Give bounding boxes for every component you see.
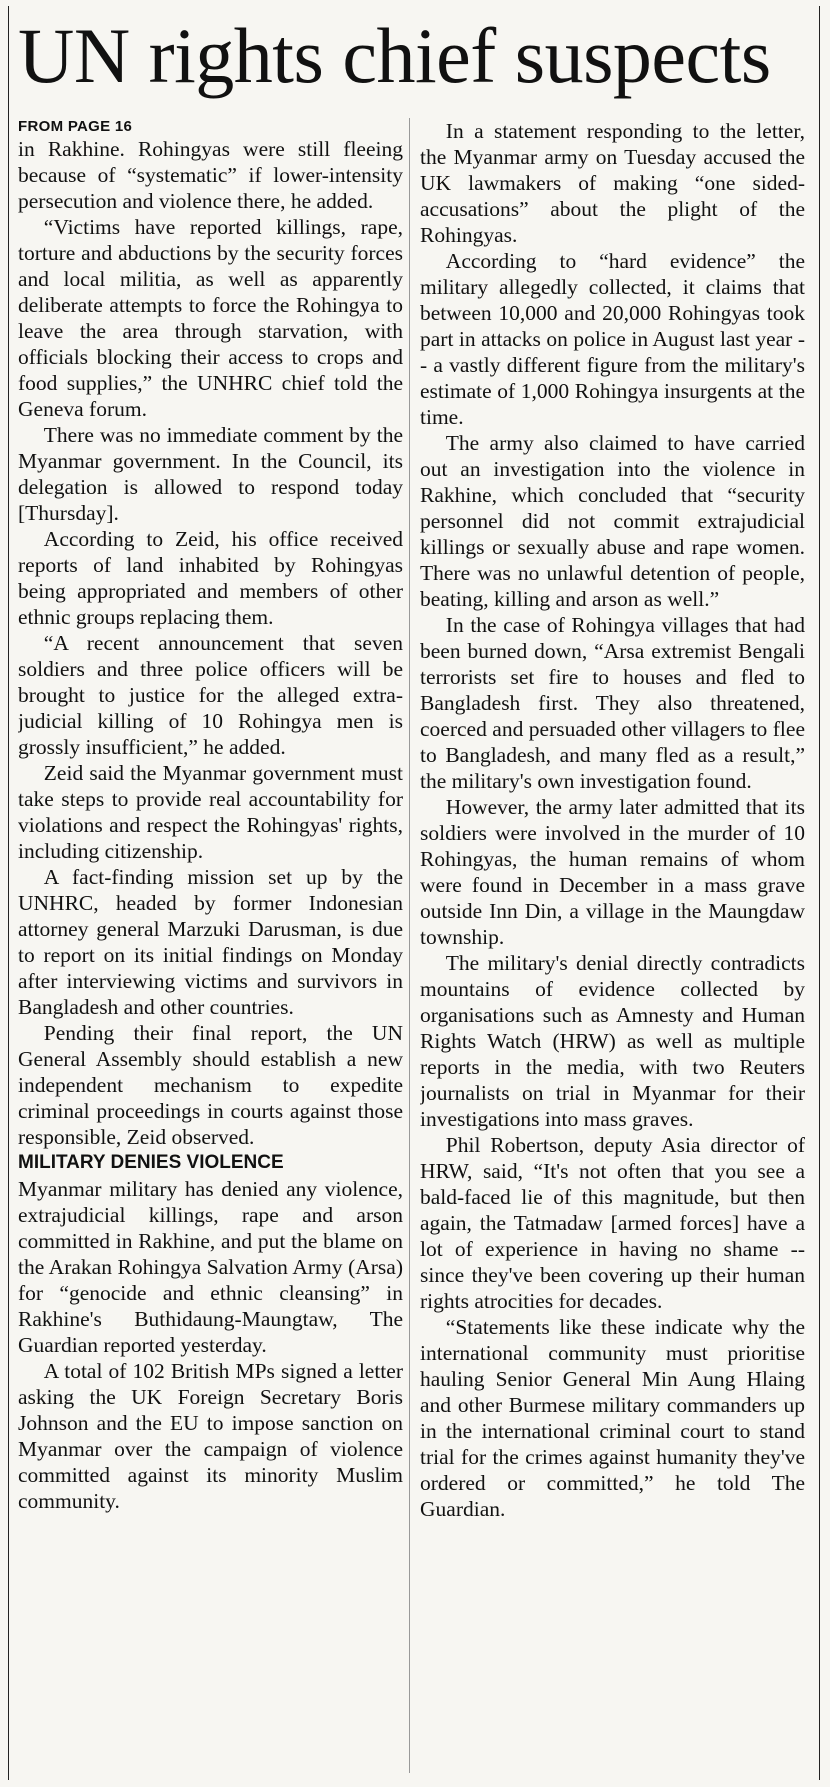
right-column (420, 118, 805, 1778)
paragraph: According to Zeid, his office received reports of land inhabited by Rohingyas being appropriated and members of other ethnic groups replacing them. (18, 527, 403, 629)
left-column (18, 118, 403, 1778)
paragraph: A total of 102 British MPs signed a letter asking the UK Foreign Secretary Boris Johnson and the EU to impose sanction on Myanmar over the campaign of violence committed against its minority Muslim community. (18, 1359, 403, 1513)
paragraph: “Victims have reported killings, rape, torture and abductions by the security forces and local militia, as well as apparently deliberate attempts to force the Rohingya to leave the area through starvation, with officials blocking their access to crops and food supplies,” the UNHRC chief told the Geneva forum. (18, 215, 403, 421)
paragraph: A fact-finding mission set up by the UNHRC, headed by former Indonesian attorney general Marzuki Darusman, is due to report on its initial findings on Monday after interviewing victims and survivors in Bangladesh and other countries. (18, 865, 403, 1019)
paragraph: “A recent announcement that seven soldiers and three police officers will be brought to justice for the alleged extra-judicial killing of 10 Rohingya men is grossly insufficient,” he added. (18, 631, 403, 759)
paragraph: The military's denial directly contradicts mountains of evidence collected by organisations such as Amnesty and Human Rights Watch (HRW) as well as multiple reports in the media, with two Reuters journalists on trial in Myanmar for their investigations into mass graves. (420, 951, 805, 1131)
paragraph: Myanmar military has denied any violence, extrajudicial killings, rape and arson committed in Rakhine, and put the blame on the Arakan Rohingya Salvation Army (Arsa) for “genocide and ethnic cleansing” in Rakhine's Buthidaung-Maungtaw, The Guardian reported yesterday. (18, 1177, 403, 1357)
paragraph: Pending their final report, the UN General Assembly should establish a new independent mechanism to expedite criminal proceedings in courts against those responsible, Zeid observed. (18, 1021, 403, 1149)
paragraph: The army also claimed to have carried out an investigation into the violence in Rakhine, which concluded that “security personnel did not commit extrajudicial killings or sexually abuse and rape women. There was no unlawful detention of people, beating, killing and arson as well.” (420, 431, 805, 611)
jump-line: FROM PAGE 16 (18, 118, 133, 135)
paragraph: There was no immediate comment by the Myanmar government. In the Council, its delegation is allowed to respond today [Thursday]. (18, 423, 403, 525)
column-divider (409, 118, 410, 1773)
paragraph: Phil Robertson, deputy Asia director of HRW, said, “It's not often that you see a bald-faced lie of this magnitude, but then again, the Tatmadaw [armed forces] have a lot of experience in having no shame -- since they've been covering up their human rights atrocities for decades. (420, 1133, 805, 1313)
subhead: MILITARY DENIES VIOLENCE (18, 1152, 284, 1173)
paragraph: In the case of Rohingya villages that had been burned down, “Arsa extremist Bengali terrorists set fire to houses and fled to Bangladesh first. They also threatened, coerced and persuaded other villagers to flee to Bangladesh, and many fled as a result,” the military's own investigation found. (420, 613, 805, 793)
paragraph: “Statements like these indicate why the international community must prioritise hauling Senior General Min Aung Hlaing and other Burmese military commanders up in the international criminal court to stand trial for the crimes against humanity they've ordered or committed,” he told The Guardian. (420, 1315, 805, 1521)
paragraph: Zeid said the Myanmar government must take steps to provide real accountability for violations and respect the Rohingyas' rights, including citizenship. (18, 761, 403, 863)
paragraph: However, the army later admitted that its soldiers were involved in the murder of 10 Rohingyas, the human remains of whom were found in December in a mass grave outside Inn Din, a village in the Maungdaw township. (420, 795, 805, 949)
headline: UN rights chief suspects (18, 12, 771, 99)
paragraph: in Rakhine. Rohingyas were still fleeing because of “systematic” if lower-intensity persecution and violence there, he added. (18, 137, 403, 213)
paragraph: According to “hard evidence” the military allegedly collected, it claims that between 10,000 and 20,000 Rohingyas took part in attacks on police in August last year -- a vastly different figure from the military's estimate of 1,000 Rohingya insurgents at the time. (420, 249, 805, 429)
paragraph: In a statement responding to the letter, the Myanmar army on Tuesday accused the UK lawmakers of making “one sided-accusations” about the plight of the Rohingyas. (420, 119, 805, 247)
